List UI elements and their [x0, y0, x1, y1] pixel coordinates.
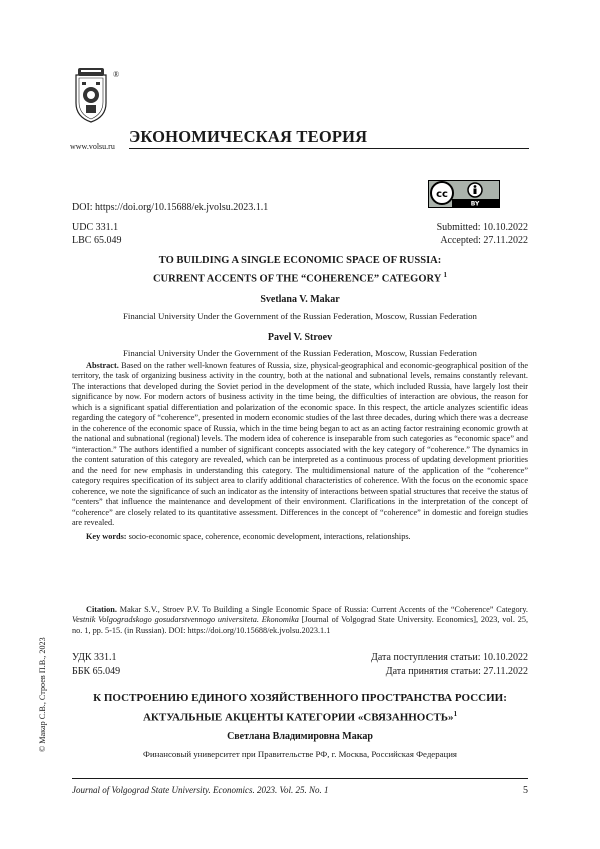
- classification-codes: [72, 222, 121, 247]
- dates: [437, 222, 528, 247]
- author-name: Pavel V. Stroev: [267, 332, 333, 343]
- footer-rule: [72, 778, 528, 779]
- section-title: ЭКОНОМИЧЕСКАЯ ТЕОРИЯ: [129, 127, 368, 146]
- citation-journal: Vestnik Volgogradskogo gosudarstvennogo universiteta. Ekonomika: [72, 615, 299, 625]
- author-affiliation: Financial University Under the Government of the Russian Federation, Moscow, Russian Federation: [123, 348, 477, 358]
- cc-glyph: cc: [436, 189, 448, 200]
- university-logo-icon: [66, 65, 116, 125]
- ru-title-line-1: К ПОСТРОЕНИЮ ЕДИНОГО ХОЗЯЙСТВЕННОГО ПРОСТРАНСТВА РОССИИ:: [93, 692, 507, 704]
- ru-classification-codes: [72, 651, 120, 678]
- ru-accepted-date: Дата принятия статьи: 27.11.2022: [385, 665, 528, 677]
- section-rule: [129, 148, 529, 149]
- title-line-2: CURRENT ACCENTS OF THE “COHERENCE” CATEGORY $^1$: [152, 271, 448, 285]
- registered-mark: ®: [113, 70, 120, 79]
- ru-bbk: ББК 65.049: [72, 665, 121, 677]
- cc-by-license-badge[interactable]: [428, 180, 500, 208]
- submitted-date: Submitted: 10.10.2022: [436, 222, 528, 233]
- udc: UDC 331.1: [72, 222, 119, 233]
- ru-submitted-date: Дата поступления статьи: 10.10.2022: [371, 652, 528, 663]
- author-affiliation: Financial University Under the Government of the Russian Federation, Moscow, Russian Federation: [123, 311, 477, 321]
- citation-label: Citation.: [86, 605, 117, 614]
- citation-text-tail: [Journal of Volgograd State University. Economics], 2023, vol. 25, no. 1, pp. 5-15. (in Russian). DOI: https://doi.org/10.15688/ek.jvolsu.2023.1.1: [72, 615, 529, 635]
- footer-journal: Journal of Volgograd State University. Economics. 2023. Vol. 25. No. 1: [72, 785, 329, 795]
- abstract-label: Abstract.: [86, 361, 119, 370]
- abstract: [72, 361, 528, 542]
- ru-author-name: Светлана Владимировна Макар: [227, 731, 373, 742]
- footnote-mark[interactable]: 1: [443, 271, 448, 279]
- ru-udc: УДК 331.1: [72, 652, 117, 663]
- author-name: Svetlana V. Makar: [260, 294, 340, 305]
- ru-dates: [371, 651, 528, 678]
- side-copyright: © Макар С.В., Строев П.В., 2023: [38, 637, 47, 752]
- accepted-date: Accepted: 27.11.2022: [440, 234, 528, 246]
- ru-footnote-mark[interactable]: 1: [453, 710, 458, 718]
- ru-title-line-2: АКТУАЛЬНЫЕ АКЦЕНТЫ КАТЕГОРИИ «СВЯЗАННОСТЬ»$^1$: [142, 710, 458, 724]
- by-label: BY: [470, 200, 480, 208]
- title-line-1: TO BUILDING A SINGLE ECONOMIC SPACE OF RUSSIA:: [158, 255, 442, 266]
- doi-link[interactable]: DOI: https://doi.org/10.15688/ek.jvolsu.2023.1.1: [72, 202, 269, 213]
- article-title: [60, 253, 540, 287]
- keywords: socio-economic space, coherence, economic development, interactions, relationships.: [128, 531, 411, 541]
- ru-author-affiliation: Финансовый университет при Правительстве РФ, г. Москва, Российская Федерация: [143, 749, 457, 759]
- keywords-label: Key words:: [86, 531, 127, 541]
- lbc: LBC 65.049: [72, 234, 122, 246]
- abstract-text: Based on the rather well-known features of Russia, size, physical-geographical and economic-geographical position of the territory, the task of organizing business activity in the country, both at the national and subnational levels, remains constantly relevant. The interactions that developed during the Soviet period in the development of the state, which included Russia, have largely lost their significance by now. For modern actors of business activity in the time being, the difficulties of interaction are obvious, the reason for which is a significant spatial differentiation and polarization of the economic space. In this respect, the article analyzes scientific ideas regarding the category of “coherence”, presented in modern economic studies of the last three decades, during which there was a decrease in the coherence of the economic space of Russia, which in the time being began to act as an acting factor restraining economic growth at the national and subnational (regional) levels. The modern idea of coherence is inseparable from such categories as “economic space” and “interaction.” The authors identified a number of significant concepts associated with the key category of “coherence.” The dynamics in the content saturation of this category are revealed, which can be interpreted as a continuous process of updating development priorities and the need for new emphasis in understanding this category. The multidimensional nature of the application of the “coherence” category requires specification of its subject area to clarify additional characteristics of coherence. With the focus on the economic space coherence, we note the significance of such an indicator as the intensity of interactions between spatial structures that receive the status of “centers” that influence the maintenance and development of their environment. Clarifications in the interpretation of the concept of “coherence” are closely related to its quantitative assessment. Differences in the concept of “coherence” in domestic and foreign studies are revealed.: [72, 361, 528, 528]
- ru-article-title: [60, 690, 540, 726]
- site-url[interactable]: www.volsu.ru: [70, 142, 115, 151]
- citation-text: Makar S.V., Stroev P.V. To Building a Single Economic Space of Russia: Current Accents of the “Coherence” Category.: [119, 605, 528, 614]
- citation: [72, 605, 528, 636]
- page-number: 5: [523, 785, 528, 796]
